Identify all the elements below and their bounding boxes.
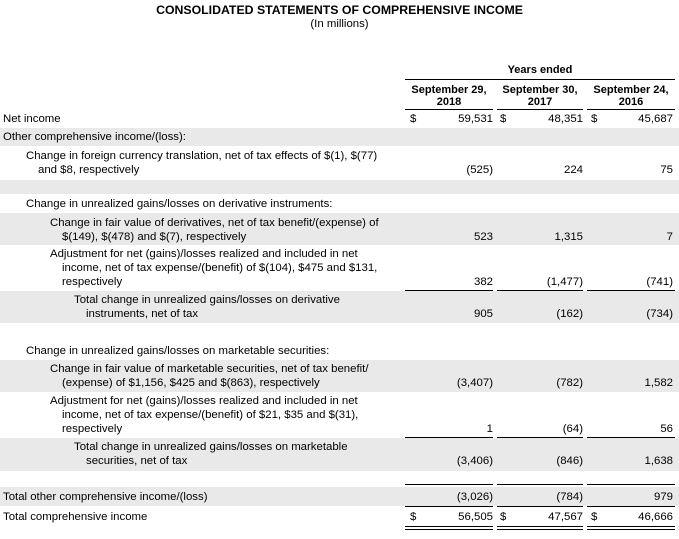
subtotal-rule: [587, 484, 675, 485]
value-2016: (734): [646, 308, 673, 320]
dollar-sign: $: [591, 511, 598, 523]
value-2016: 979: [653, 491, 673, 503]
row-label: Change in fair value of derivatives, net of tax benefit/(expense) of: [50, 217, 379, 229]
row-securities-total: [0, 438, 679, 471]
row-label: Adjustment for net (gains)/losses realized and included in net: [50, 395, 358, 407]
row-label: Change in unrealized gains/losses on marketable securities:: [26, 345, 330, 357]
value-2018: (3,406): [456, 455, 493, 467]
value-2017: (782): [556, 377, 583, 389]
row-total-comprehensive-income: [0, 507, 679, 527]
row-label-line3: respectively: [62, 423, 123, 435]
value-2016: 7: [666, 231, 673, 243]
row-derivatives-total: [0, 291, 679, 323]
double-rule: [405, 529, 493, 530]
dollar-sign: $: [591, 113, 598, 125]
dollar-sign: $: [410, 113, 417, 125]
dollar-sign: $: [500, 511, 507, 523]
statement-title: CONSOLIDATED STATEMENTS OF COMPREHENSIVE INCOME: [156, 3, 523, 17]
dollar-sign: $: [410, 511, 417, 523]
row-securities-adjustment: [0, 392, 679, 438]
row-label-line3: respectively: [62, 276, 123, 288]
row-label: Change in unrealized gains/losses on derivative instruments:: [26, 198, 333, 210]
value-2017: 1,315: [554, 231, 583, 243]
subtotal-rule: [497, 484, 583, 485]
value-2017: (162): [556, 308, 583, 320]
column-header-2016: September 24, 2016: [593, 84, 669, 108]
double-rule: [587, 529, 675, 530]
row-label: Net income: [3, 113, 61, 125]
statement-subtitle: (In millions): [310, 18, 369, 30]
row-label: Total comprehensive income: [3, 511, 148, 523]
value-2017: 48,351: [548, 113, 583, 125]
double-rule: [497, 529, 583, 530]
row-foreign-currency: [0, 146, 679, 180]
row-label-line2: income, net of tax expense/(benefit) of $(104), $475 and $131,: [62, 262, 378, 274]
value-2018: (3,407): [456, 377, 493, 389]
value-2018: (525): [466, 164, 493, 176]
value-2017: 47,567: [548, 511, 583, 523]
row-label: Change in fair value of marketable securities, net of tax benefit/: [50, 363, 369, 375]
row-oci-header: [0, 128, 679, 146]
row-derivatives-fair-value: [0, 213, 679, 245]
row-label-line2: $(149), $(478) and $(7), respectively: [62, 231, 247, 243]
value-2018: 1: [486, 423, 493, 435]
value-2016: 75: [660, 164, 673, 176]
row-label: Total change in unrealized gains/losses on marketable: [74, 441, 348, 453]
row-derivatives-adjustment: [0, 245, 679, 291]
value-2018: 59,531: [458, 113, 493, 125]
value-2016: 46,666: [638, 511, 673, 523]
value-2018: 523: [473, 231, 493, 243]
row-total-oci: [0, 487, 679, 506]
value-2016: 45,687: [638, 113, 673, 125]
dollar-sign: $: [500, 113, 507, 125]
value-2017: (1,477): [546, 276, 583, 288]
spacer-row: [0, 180, 679, 194]
value-2017: (846): [556, 455, 583, 467]
row-label: Adjustment for net (gains)/losses realized and included in net: [50, 248, 358, 260]
value-2017: 224: [563, 164, 583, 176]
value-2016: 1,638: [644, 455, 673, 467]
row-label-line2: instruments, net of tax: [86, 308, 199, 320]
row-securities-header: [0, 341, 679, 360]
column-header-2018: September 29, 2018: [411, 84, 487, 108]
value-2016: 1,582: [644, 377, 673, 389]
row-label-line2: income, net of tax expense/(benefit) of $21, $35 and $(31),: [62, 409, 359, 421]
row-derivatives-header: [0, 194, 679, 213]
row-label-line2: and $8, respectively: [38, 164, 140, 176]
row-label: Other comprehensive income/(loss):: [3, 131, 186, 143]
double-rule: [497, 526, 583, 527]
value-2018: (3,026): [456, 491, 493, 503]
value-2018: 905: [473, 308, 493, 320]
years-ended-header: Years ended: [507, 64, 573, 76]
value-2017: (784): [556, 491, 583, 503]
row-label: Total other comprehensive income/(loss): [3, 491, 208, 503]
row-securities-fair-value: [0, 360, 679, 392]
years-underline: [405, 79, 675, 80]
double-rule: [587, 526, 675, 527]
subtotal-rule: [405, 484, 493, 485]
value-2017: (64): [562, 423, 583, 435]
row-label: Change in foreign currency translation, net of tax effects of $(1), $(77): [26, 150, 378, 162]
row-label-line2: securities, net of tax: [86, 455, 188, 467]
row-net-income: [0, 110, 679, 128]
column-header-2017: September 30, 2017: [502, 84, 578, 108]
value-2016: 56: [660, 423, 673, 435]
row-label: Total change in unrealized gains/losses on derivative: [74, 294, 340, 306]
value-2018: 382: [473, 276, 493, 288]
value-2016: (741): [646, 276, 673, 288]
double-rule: [405, 526, 493, 527]
row-label-line2: (expense) of $1,156, $425 and $(863), respectively: [62, 377, 320, 389]
value-2018: 56,505: [458, 511, 493, 523]
